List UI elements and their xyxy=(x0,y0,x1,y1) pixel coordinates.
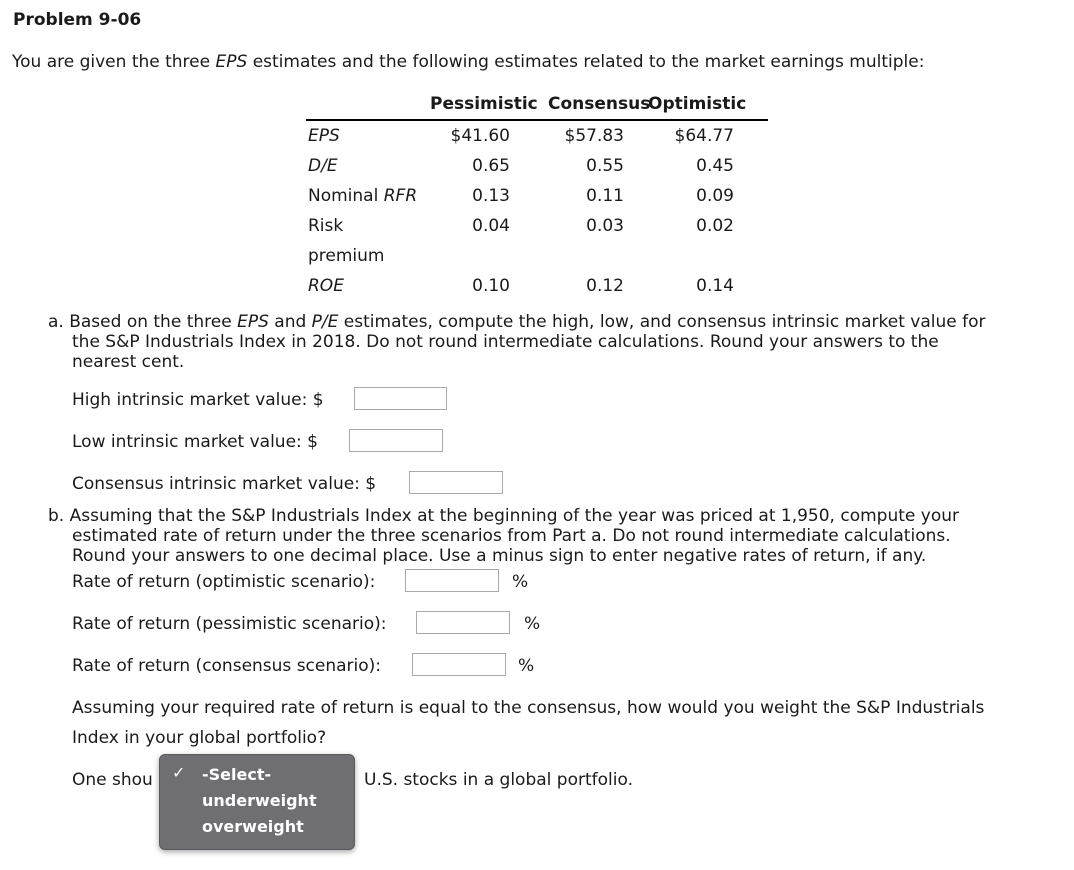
optimistic-return-label: Rate of return (optimistic scenario): xyxy=(72,572,376,592)
cell-value: 0.11 xyxy=(586,186,624,206)
part-a-line1: a. Based on the three EPS and P/E estimates, compute the high, low, and consensus intrinsic market value for xyxy=(48,312,986,332)
consensus-value-input[interactable] xyxy=(409,471,503,494)
cell-value: 0.45 xyxy=(696,156,734,176)
cell-value: 0.10 xyxy=(472,276,510,296)
cell-value: 0.55 xyxy=(586,156,624,176)
cell-value: $64.77 xyxy=(674,126,734,146)
percent-sign: % xyxy=(524,614,541,634)
part-b-line3: Round your answers to one decimal place. Use a minus sign to enter negative rates of return, if any. xyxy=(72,546,927,566)
cell-value: 0.02 xyxy=(696,216,734,236)
cell-value: 0.12 xyxy=(586,276,624,296)
row-label: Risk xyxy=(308,216,344,236)
option-select[interactable]: -Select- xyxy=(202,765,272,784)
cell-value: 0.04 xyxy=(472,216,510,236)
pessimistic-return-input[interactable] xyxy=(416,611,510,634)
option-underweight[interactable]: underweight xyxy=(202,791,317,810)
cell-value: $41.60 xyxy=(450,126,510,146)
consensus-return-label: Rate of return (consensus scenario): xyxy=(72,656,382,676)
part-a-line3: nearest cent. xyxy=(72,352,185,372)
optimistic-return-input[interactable] xyxy=(405,569,499,592)
row-label: D/E xyxy=(308,156,338,176)
weight-select-dropdown[interactable] xyxy=(159,754,355,850)
weight-question-line1: Assuming your required rate of return is equal to the consensus, how would you weight the S&P Industrials xyxy=(72,698,985,718)
pessimistic-return-label: Rate of return (pessimistic scenario): xyxy=(72,614,387,634)
intro-text: You are given the three EPS estimates and the following estimates related to the market earnings multiple: xyxy=(12,52,925,72)
low-value-label: Low intrinsic market value: $ xyxy=(72,432,318,452)
header-pessimistic: Pessimistic xyxy=(430,94,538,114)
checkmark-icon: ✓ xyxy=(172,763,186,782)
row-label-cont: premium xyxy=(308,246,385,266)
header-optimistic: Optimistic xyxy=(648,94,747,114)
low-value-input[interactable] xyxy=(349,429,443,452)
row-label: ROE xyxy=(308,276,344,296)
cell-value: $57.83 xyxy=(564,126,624,146)
row-label: EPS xyxy=(308,126,340,146)
problem-title: Problem 9-06 xyxy=(13,10,142,30)
cell-value: 0.65 xyxy=(472,156,510,176)
high-value-input[interactable] xyxy=(354,387,447,410)
consensus-value-label: Consensus intrinsic market value: $ xyxy=(72,474,377,494)
cell-value: 0.13 xyxy=(472,186,510,206)
header-consensus: Consensus xyxy=(548,94,651,114)
option-overweight[interactable]: overweight xyxy=(202,817,304,836)
percent-sign: % xyxy=(518,656,535,676)
cell-value: 0.09 xyxy=(696,186,734,206)
high-value-label: High intrinsic market value: $ xyxy=(72,390,324,410)
cell-value: 0.14 xyxy=(696,276,734,296)
cell-value: 0.03 xyxy=(586,216,624,236)
consensus-return-input[interactable] xyxy=(412,653,506,676)
weight-question-line2: Index in your global portfolio? xyxy=(72,728,327,748)
percent-sign: % xyxy=(512,572,529,592)
row-label: Nominal RFR xyxy=(308,186,418,206)
weight-answer-post: U.S. stocks in a global portfolio. xyxy=(364,770,633,790)
header-rule xyxy=(306,119,768,121)
part-b-line2: estimated rate of return under the three scenarios from Part a. Do not round intermediate calculations. xyxy=(72,526,951,546)
part-a-line2: the S&P Industrials Index in 2018. Do not round intermediate calculations. Round your answers to the xyxy=(72,332,939,352)
weight-answer-pre: One shou xyxy=(72,770,153,790)
part-b-line1: b. Assuming that the S&P Industrials Index at the beginning of the year was priced at 1,950, compute your xyxy=(48,506,959,526)
